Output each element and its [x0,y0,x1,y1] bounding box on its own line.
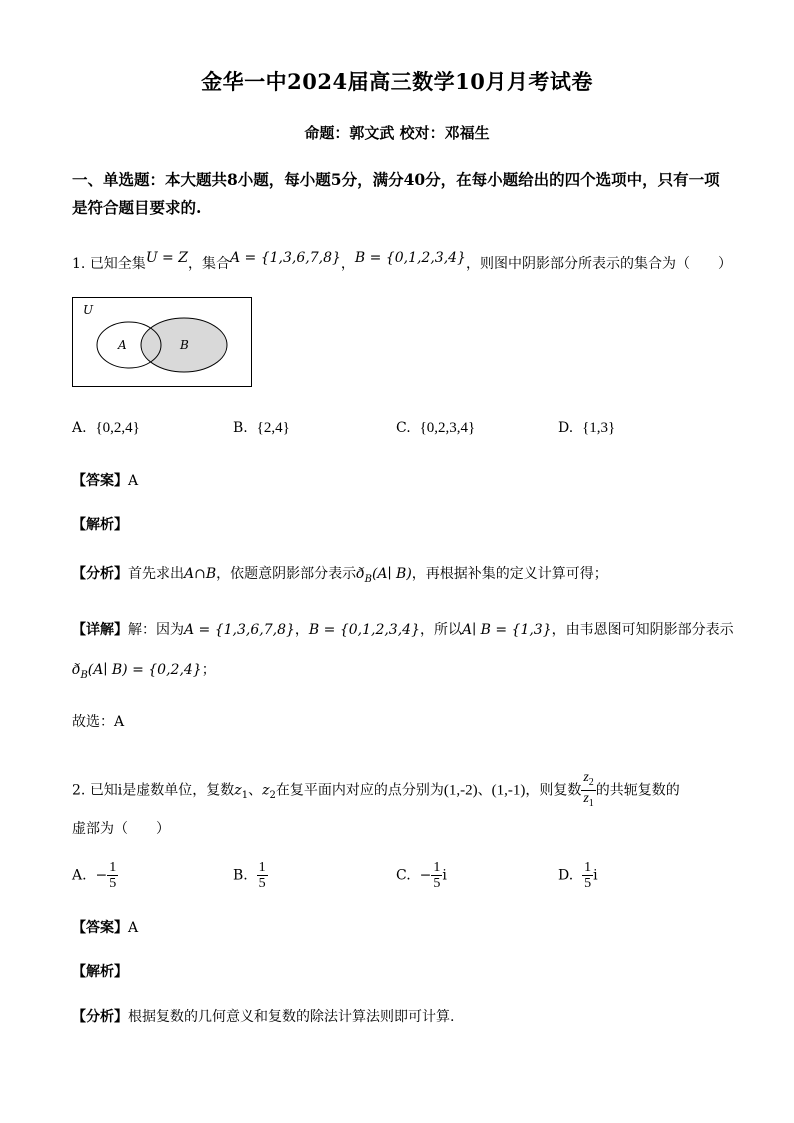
question-2-stem: 2. 已知i是虚数单位，复数$z_1$、$z_2$在复平面内对应的点分别为(1,-2)、(1,-1)，则复数 $\frac{z_2}{z_1}$ 的共轭复数的 [72,770,680,809]
question-1-stem: 1. 已知全集U = Z，集合A = {1,3,6,7,8}，B = {0,1,2,3,4}，则图中阴影部分所表示的集合为（ ） [72,250,732,272]
q1-fenxi: 【分析】首先求出A∩B，依题意阴影部分表示$ð_B(A∣$ B)，再根据补集的定义计算可得； [72,566,608,585]
q2-answer: 【答案】A [72,920,139,936]
q2-option-b: B. $\frac{1}{5}$ [233,860,266,891]
q1-option-b: B. {2,4} [233,420,290,436]
q2-analysis-heading: 【解析】 [72,964,128,980]
q1-choice: 故选：A [72,714,125,730]
authors-line: 命题：郭文武 校对：邓福生 [304,124,490,142]
exam-title: 金华一中2024届高三数学10月月考试卷 [201,69,593,94]
q2-fenxi: 【分析】根据复数的几何意义和复数的除法计算法则即可计算. [72,1009,455,1025]
q1-answer: 【答案】A [72,473,139,489]
q2-option-a: A. − $\frac{1}{5}$ [72,860,117,891]
venn-label-b: B [180,338,189,352]
q1-detail: 【详解】解：因为A = {1,3,6,7,8}，B = {0,1,2,3,4}，所以A∣ B = {1,3}，由韦恩图可知阴影部分表示 [72,622,734,638]
q1-analysis-heading: 【解析】 [72,517,128,533]
q1-option-c: C. {0,2,3,4} [396,420,476,436]
venn-label-u: U [83,303,94,317]
q2-option-d: D. $\frac{1}{5}$ i [558,860,598,891]
q1-option-d: D. {1,3} [558,420,616,436]
venn-label-a: A [118,338,127,352]
question-2-line2: 虚部为（ ） [72,821,170,837]
fraction-z2-over-z1: $\frac{z_2}{z_1}$ [583,770,594,809]
q1-option-a: A. {0,2,4} [72,420,140,436]
venn-diagram [72,297,252,387]
q2-option-c: C. − $\frac{1}{5}$ i [396,860,447,891]
q1-detail-line2: $ð_B(A∣$ B) = {0,2,4}； [72,662,216,681]
section-header: 一、单选题：本大题共8小题，每小题5分，满分40分，在每小题给出的四个选项中，只有一项是符合题目要求的. [72,170,720,217]
